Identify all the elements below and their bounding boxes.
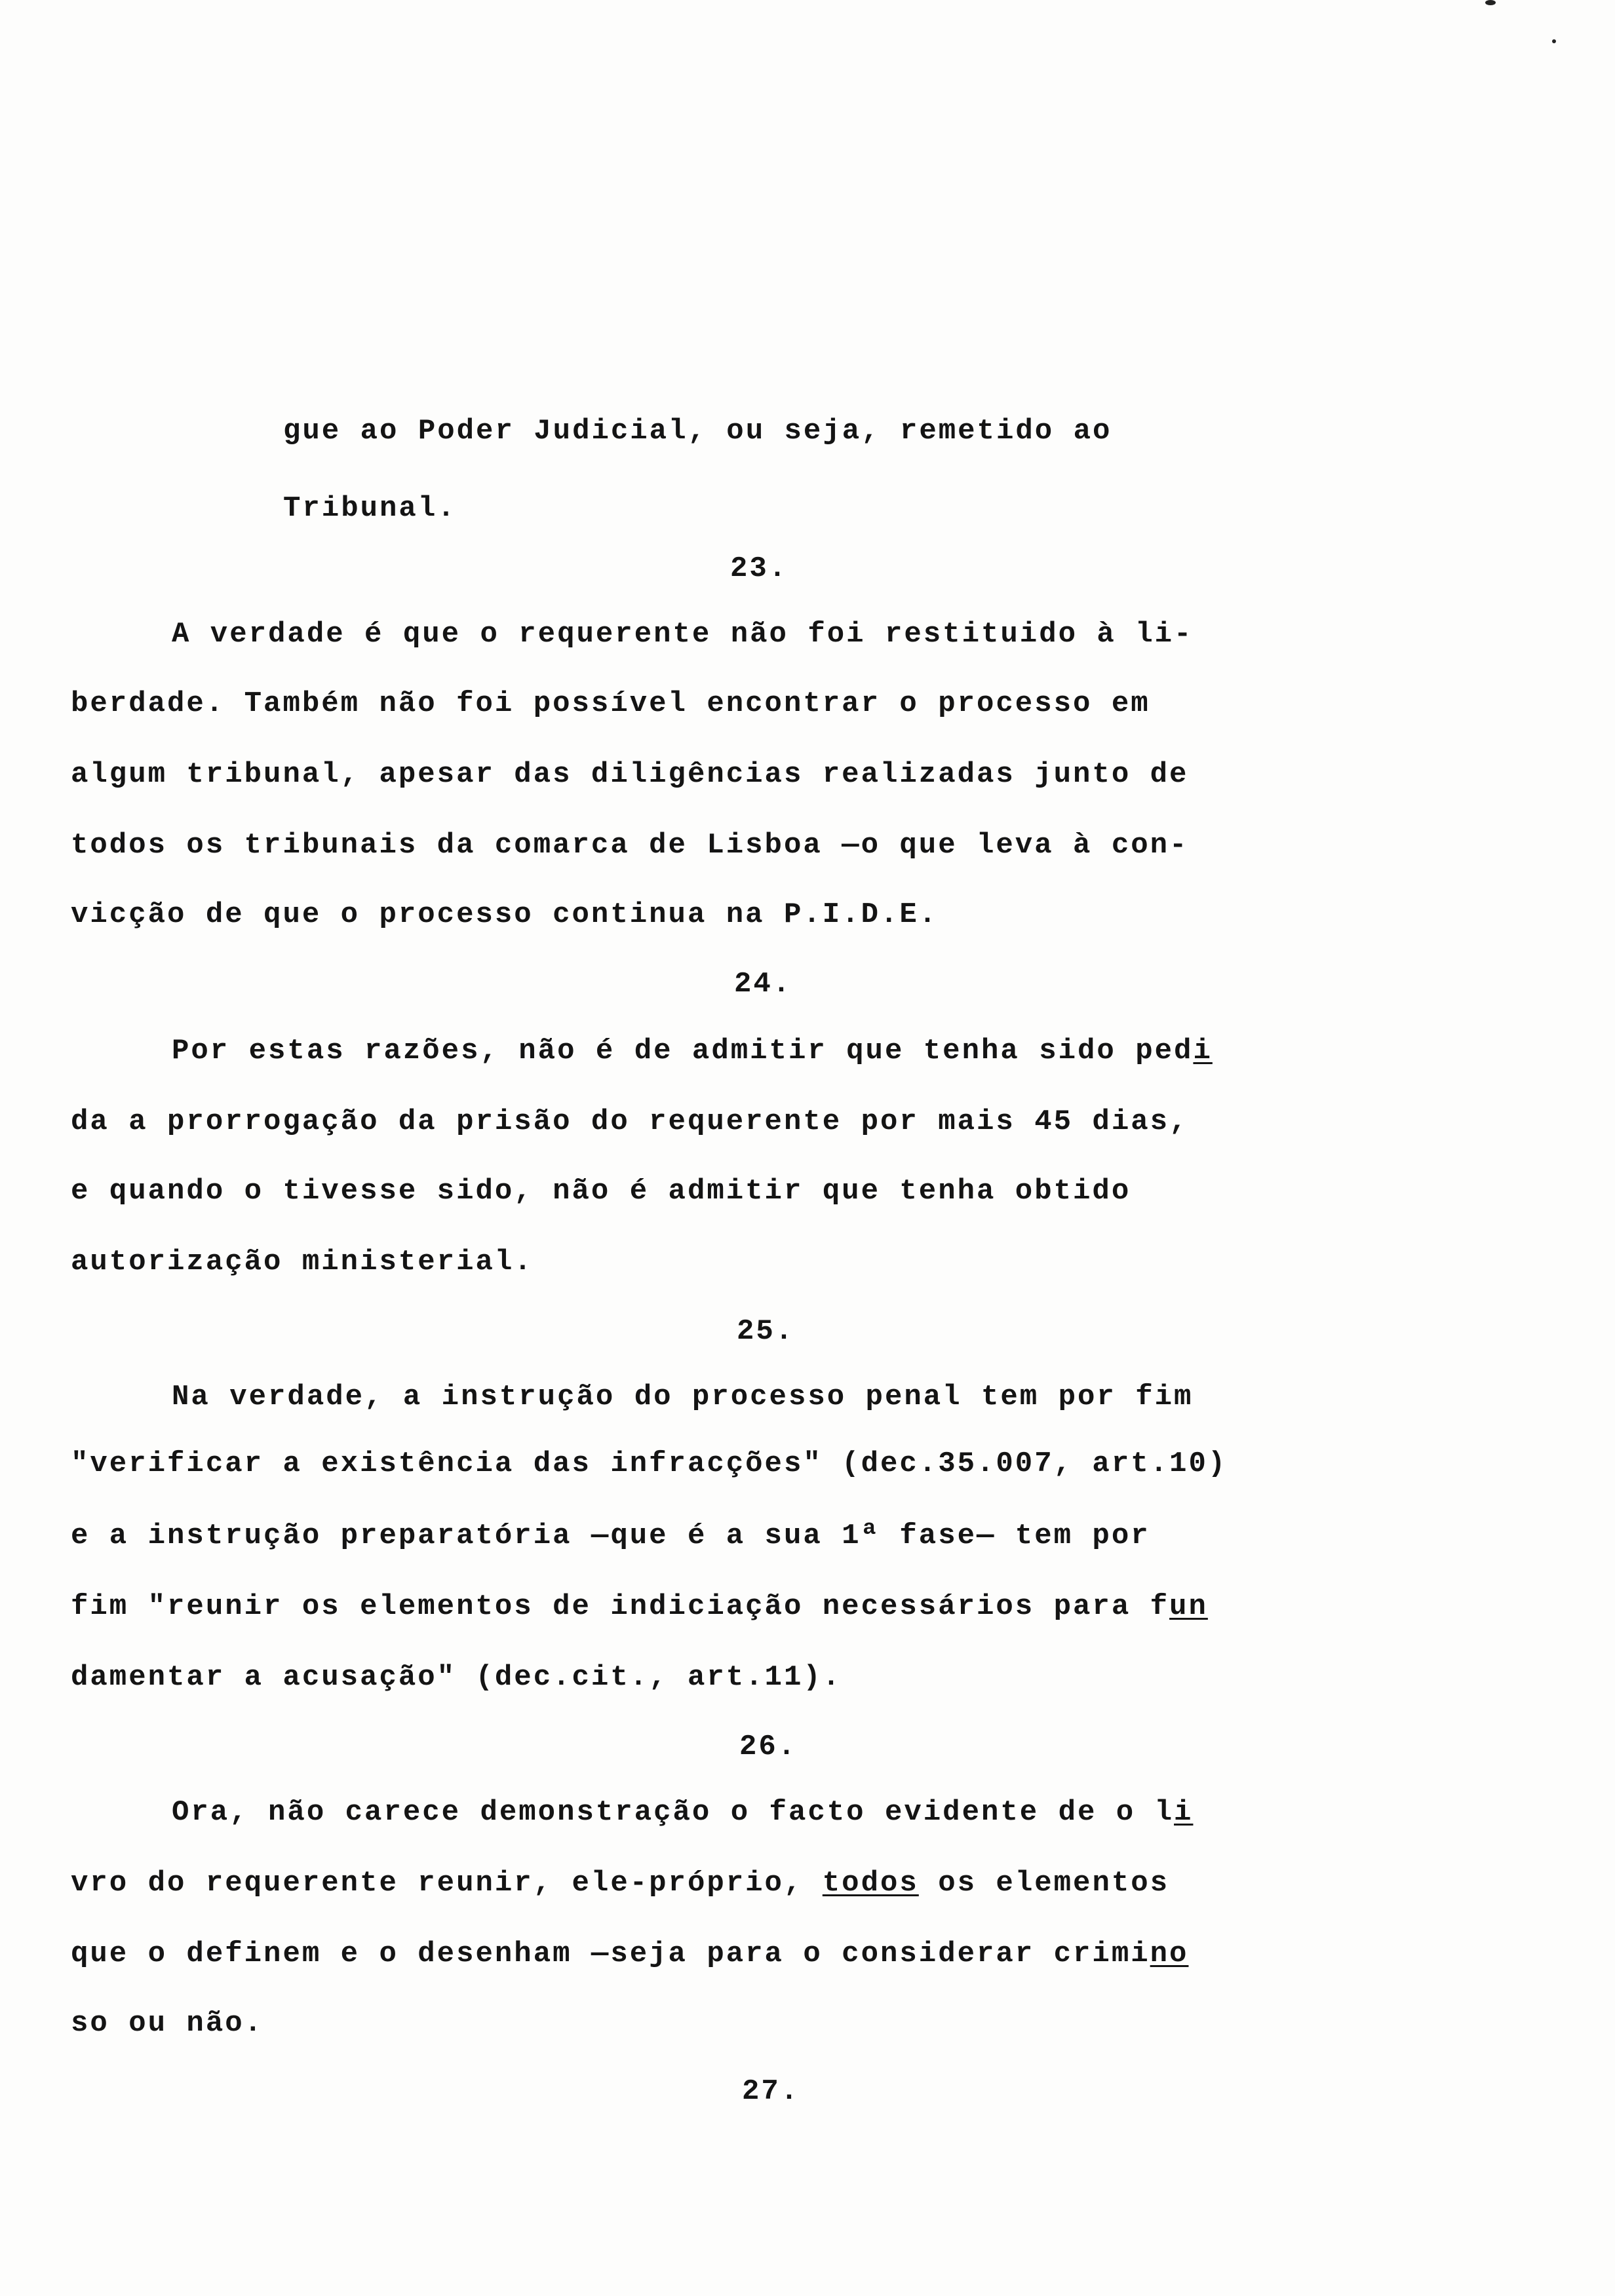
text-line: "verificar a existência das infracções" (dec.35.007, art.10) bbox=[71, 1447, 1228, 1480]
paragraph-number: 25. bbox=[737, 1315, 795, 1348]
text-line: vicção de que o processo continua na P.I.D.E. bbox=[71, 898, 939, 931]
paragraph-number: 23. bbox=[730, 552, 788, 585]
text-line: Tribunal. bbox=[283, 492, 457, 525]
scan-speck bbox=[1552, 39, 1556, 43]
text-line: todos os tribunais da comarca de Lisboa —o que leva à con- bbox=[71, 829, 1189, 862]
paragraph-number: 26. bbox=[739, 1731, 798, 1763]
scan-speck bbox=[1485, 0, 1496, 5]
text-line: damentar a acusação" (dec.cit., art.11). bbox=[71, 1661, 842, 1694]
text-line: da a prorrogação da prisão do requerente por mais 45 dias, bbox=[71, 1105, 1189, 1138]
text-line: berdade. Também não foi possível encontrar o processo em bbox=[71, 687, 1150, 720]
text-line: e quando o tivesse sido, não é admitir que tenha obtido bbox=[71, 1175, 1131, 1208]
text-line: Na verdade, a instrução do processo penal tem por fim bbox=[172, 1381, 1194, 1413]
paragraph-number: 24. bbox=[734, 968, 792, 1001]
text-line: e a instrução preparatória —que é a sua 1ª fase— tem por bbox=[71, 1520, 1150, 1552]
paragraph-number: 27. bbox=[742, 2075, 800, 2108]
text-line: Por estas razões, não é de admitir que tenha sido pedi bbox=[172, 1035, 1213, 1067]
text-line: que o definem e o desenham —seja para o considerar crimino bbox=[71, 1938, 1189, 1970]
text-line: autorização ministerial. bbox=[71, 1246, 534, 1278]
text-line: gue ao Poder Judicial, ou seja, remetido ao bbox=[283, 415, 1112, 448]
text-line: A verdade é que o requerente não foi restituido à li- bbox=[172, 618, 1194, 651]
text-line: algum tribunal, apesar das diligências realizadas junto de bbox=[71, 758, 1189, 791]
text-line: so ou não. bbox=[71, 2007, 264, 2040]
text-line: vro do requerente reunir, ele-próprio, todos os elementos bbox=[71, 1867, 1170, 1900]
text-line: Ora, não carece demonstração o facto evidente de o li bbox=[172, 1796, 1194, 1829]
text-line: fim "reunir os elementos de indiciação necessários para fun bbox=[71, 1590, 1208, 1623]
